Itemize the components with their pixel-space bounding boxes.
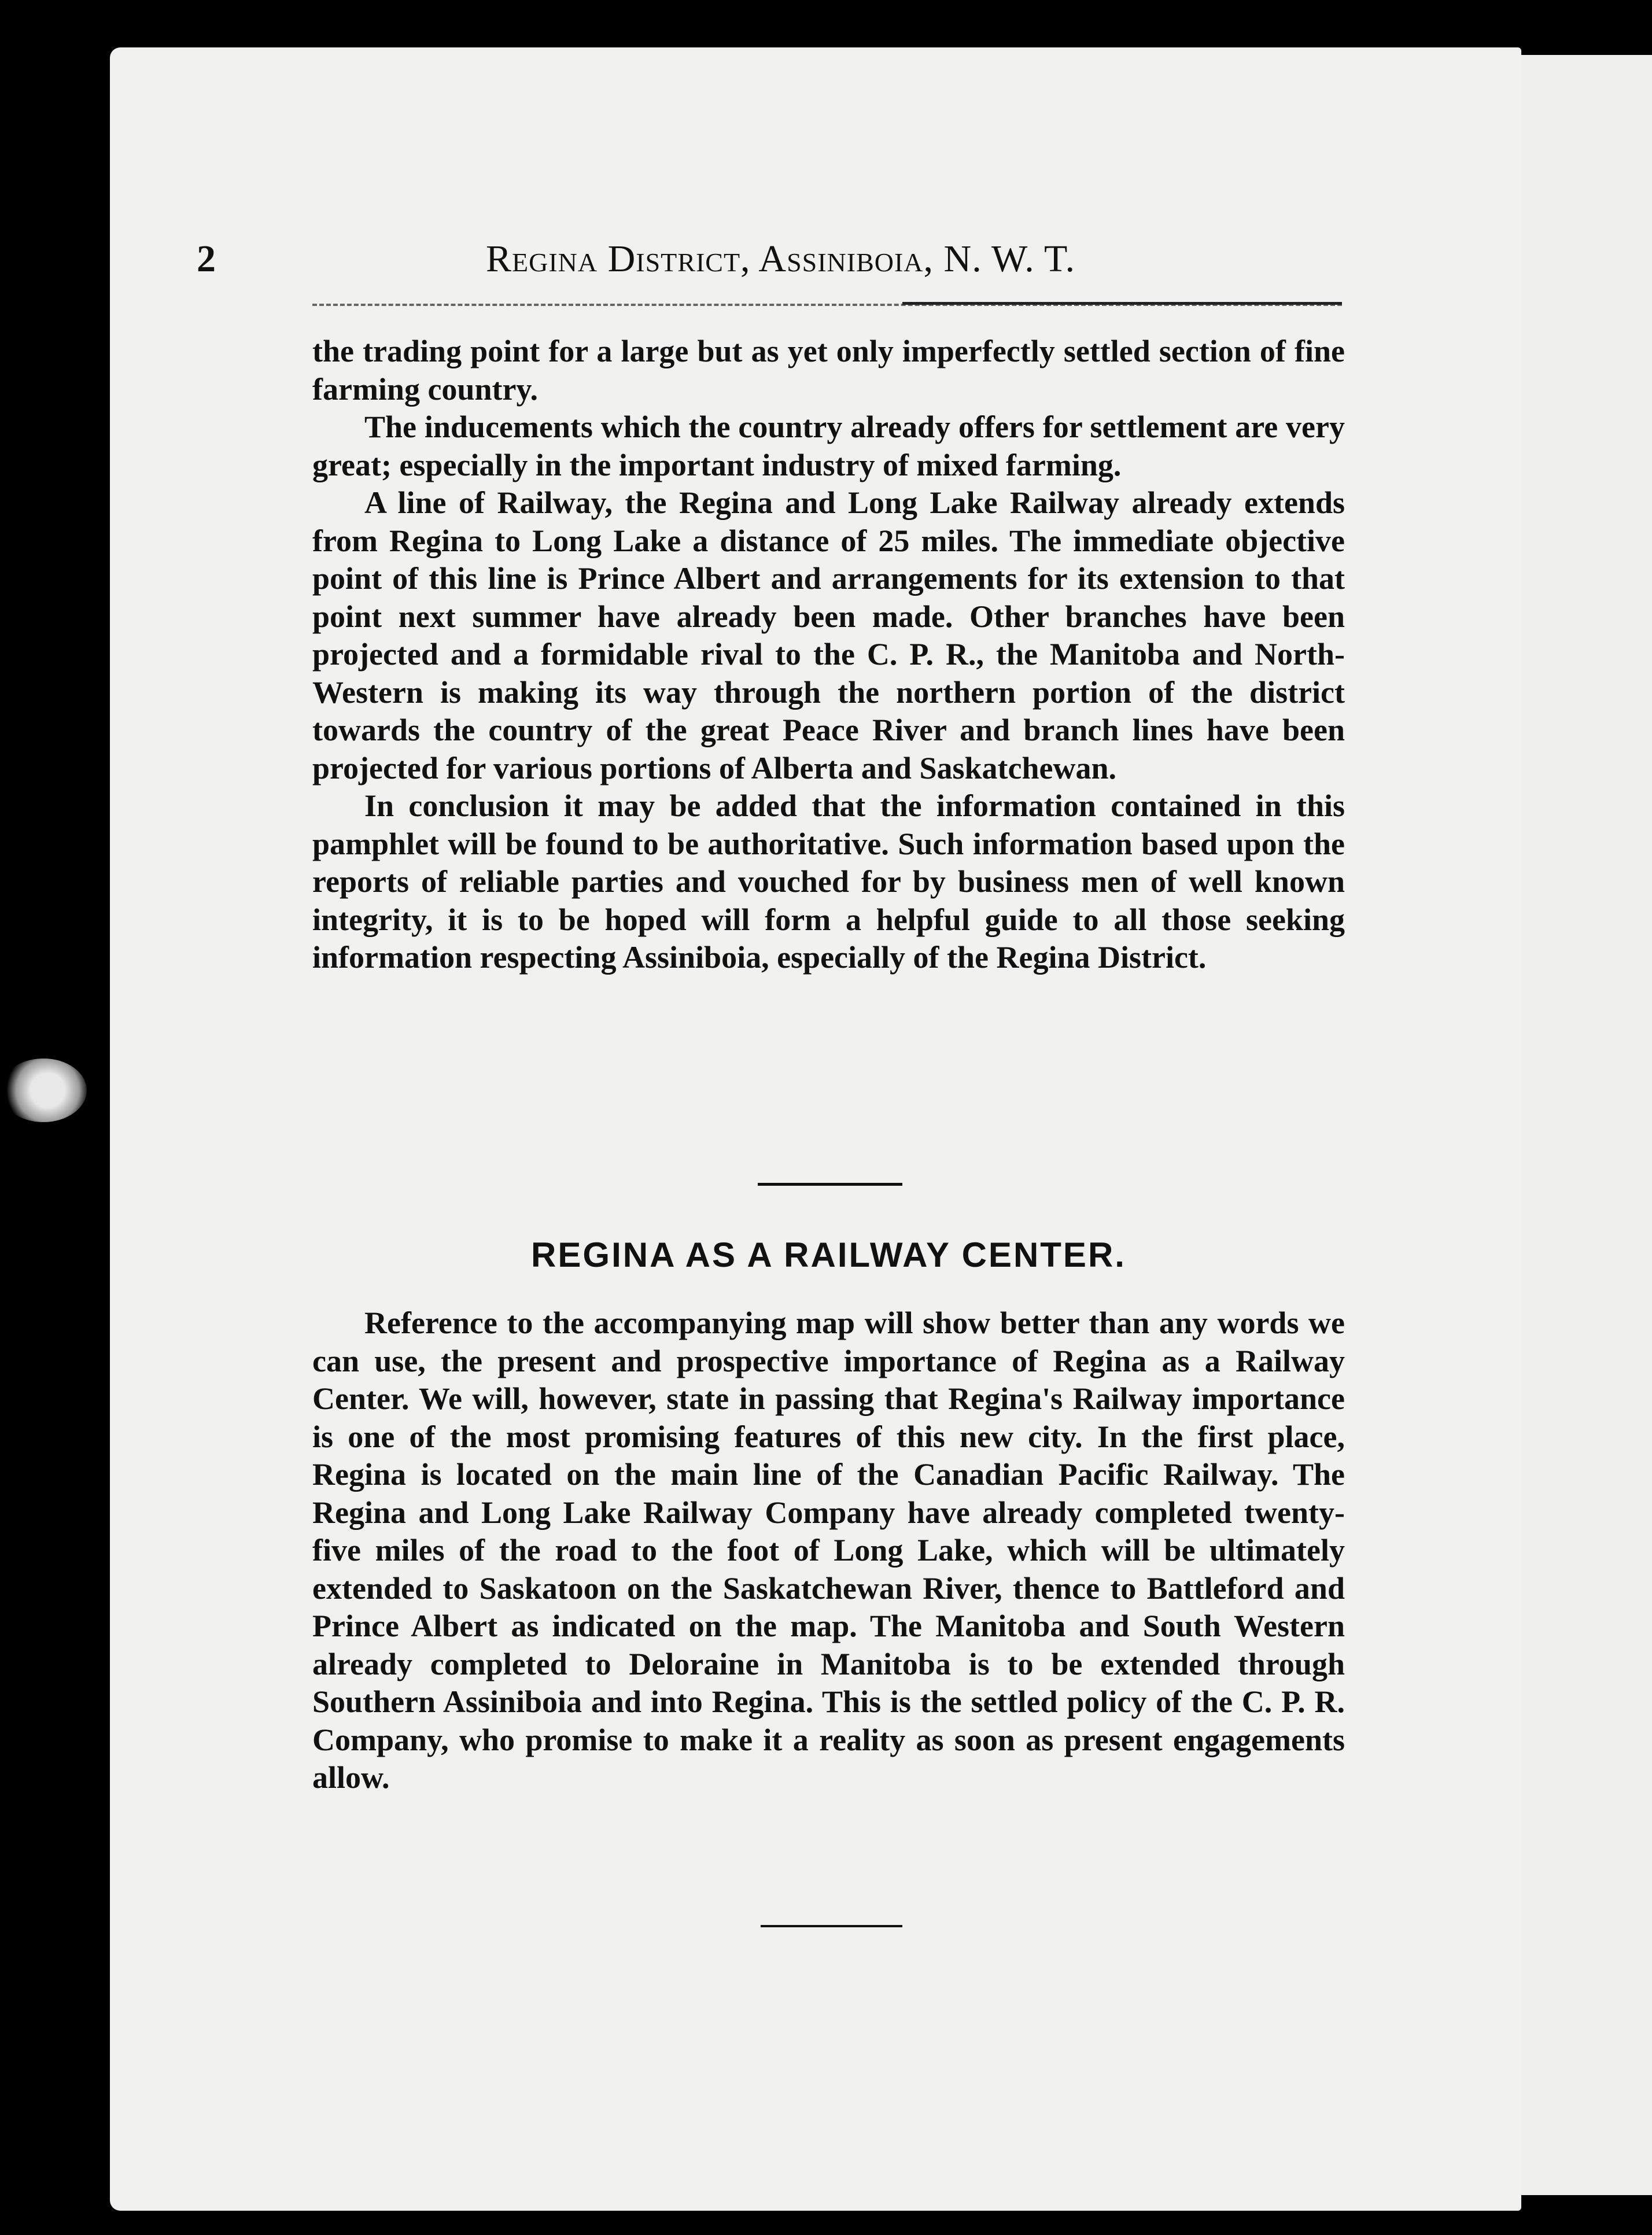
section-divider bbox=[758, 1183, 902, 1186]
paper-stain bbox=[0, 1059, 87, 1122]
facing-page-edge bbox=[1504, 55, 1652, 2195]
end-divider bbox=[761, 1925, 902, 1927]
intro-text bbox=[312, 333, 1345, 977]
running-title: Regina District, Assiniboia, N. W. T. bbox=[486, 238, 1075, 280]
paragraph: A line of Railway, the Regina and Long Lake Railway already extends from Regina to Long Lake a distance of 25 miles. The immediate objective point of this line is Prince Albert and arrangements for its extension to that point next summer have already been made. Other branches have been projected and a formidable rival to the C. P. R., the Manitoba and North-Western is making its way through the northern portion of the district towards the country of the great Peace River and branch lines have been projected for various portions of Alberta and Saskatchewan. bbox=[312, 485, 1345, 785]
paragraph: In conclusion it may be added that the information contained in this pamphlet will be found to be authoritative. Such information based upon the reports of reliable parties and vouched for by business men of well known integrity, it is to be hoped will form a helpful guide to all those seeking information respecting Assiniboia, especially of the Regina District. bbox=[312, 788, 1345, 975]
section-text bbox=[312, 1304, 1345, 1797]
paragraph: The inducements which the country already offers for settlement are very great; especially in the important industry of mixed farming. bbox=[312, 410, 1345, 482]
paragraph: the trading point for a large but as yet only imperfectly settled section of fine farming country. bbox=[312, 334, 1345, 407]
paragraph: Reference to the accompanying map will show better than any words we can use, the present and prospective importance of Regina as a Railway Center. We will, however, state in passing that Regina's Railway importance is one of the most promising features of this new city. In the first place, Regina is located on the main line of the Canadian Pacific Railway. The Regina and Long Lake Railway Company have already completed twenty-five miles of the road to the foot of Long Lake, which will be ultimately extended to Saskatoon on the Saskatchewan River, thence to Battleford and Prince Albert as indicated on the map. The Manitoba and South Western already completed to Deloraine in Manitoba is to be extended through Southern Assiniboia and into Regina. This is the settled policy of the C. P. R. Company, who promise to make it a reality as soon as present engagements allow. bbox=[312, 1305, 1345, 1795]
page-number: 2 bbox=[197, 238, 216, 280]
section-title: REGINA AS A RAILWAY CENTER. bbox=[531, 1235, 1126, 1274]
header-rule-solid bbox=[902, 302, 1342, 305]
